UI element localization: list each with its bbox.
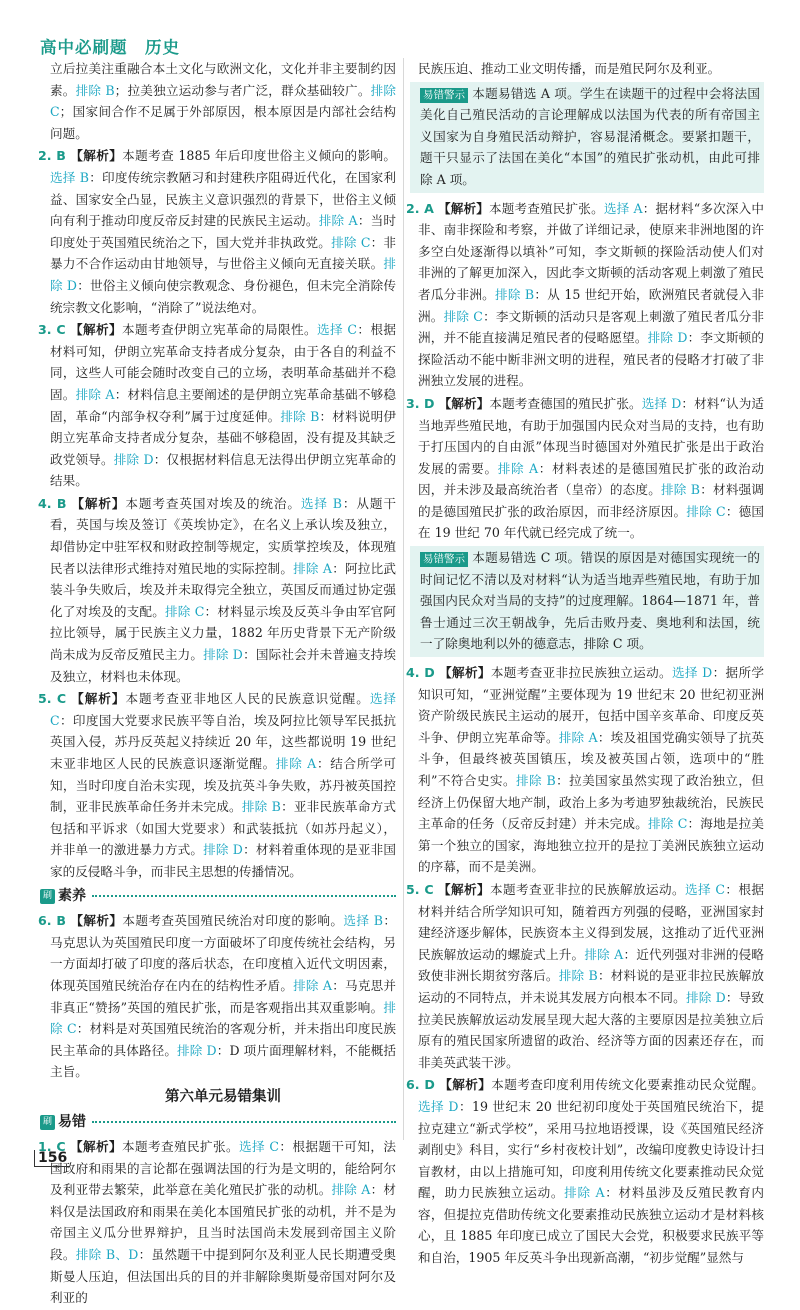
choice-label: 排除 C: [50, 82, 397, 120]
choice-label: 选择 D: [641, 395, 682, 411]
warning-tag: 易错警示: [420, 552, 468, 567]
choice-label: 排除 B: [280, 408, 320, 424]
choice-label: 排除 D: [647, 330, 688, 346]
text-run: ：国际社会并未普遍支持埃及独立，材料也未体现。: [50, 647, 397, 684]
choice-label: 排除 A: [584, 946, 624, 962]
text-run: ：材料表述的是德国殖民扩张的政治动因，并未涉及最高统治者（皇帝）的态度。: [418, 460, 765, 498]
error-warning-box: [410, 546, 764, 657]
choice-label: 排除 A: [497, 460, 539, 476]
choice-label: 排除 A: [75, 386, 115, 402]
choice-label: 选择 A: [603, 200, 643, 216]
choice-label: 排除 A: [318, 213, 358, 229]
answer-e4: [406, 662, 765, 878]
section-title: 易错: [58, 1113, 86, 1130]
brush-icon: 刷: [40, 1115, 55, 1130]
text-run: 本题考查伊朗立宪革命的局限性。: [122, 322, 317, 338]
choice-label: 选择 B: [343, 913, 384, 929]
text-run: ：结合所学可知，当时印度自治未实现，埃及抗英斗争失败，苏丹被英国控制，亚非民族革命任务并未完成。: [50, 756, 397, 815]
text-run: ：李文斯顿的活动只是客观上刺激了殖民者瓜分非洲，并不能直接满足殖民者的侵略愿望。: [418, 308, 765, 346]
choice-label: 排除 A: [293, 560, 333, 576]
text-run: ：材料强调的是德国殖民扩张的政治原因，而非经济原因。: [418, 482, 765, 519]
analysis-label: 【解析】: [438, 395, 490, 411]
answer-text: [418, 882, 764, 1070]
answer-text: [50, 322, 396, 488]
answer-text: [418, 201, 764, 389]
text-run: ：虽然题干中提到阿尔及利亚人民长期遭受奥斯曼人压迫，但法国出兵的目的并非解除奥斯曼帝国对阿尔及利亚的: [50, 1247, 397, 1306]
analysis-label: 【解析】: [70, 1139, 122, 1155]
choice-label: 选择 D: [418, 1098, 459, 1114]
choice-label: 排除 A: [558, 729, 598, 745]
analysis-label: 【解析】: [438, 200, 490, 216]
text-run: 本题考查亚非地区人民的民族意识觉醒。: [125, 691, 370, 707]
choice-label: 排除 B: [241, 799, 281, 815]
column-divider: [403, 58, 404, 1140]
text-run: ：从题干看，英国与埃及签订《英埃协定》，在名义上承认埃及独立，却借协定中驻军权和财政控制等规定，实质掌控埃及，体现殖民者以法律形式维持对殖民地的实际控制。: [50, 495, 397, 576]
analysis-label: 【解析】: [70, 322, 122, 338]
text-run: ：海地是拉美第一个独立的国家，海地独立拉开的是拉丁美洲民族独立运动的序幕，而不是美洲。: [418, 816, 765, 875]
analysis-label: 【解析】: [439, 665, 491, 681]
page-number: 156: [34, 1150, 70, 1167]
text-run: ：阿拉比武装斗争失败后，埃及并未取得完全独立，英国反而通过协定强化了对埃及的支配。: [50, 560, 397, 619]
choice-label: 排除 B: [661, 482, 701, 498]
question-number: 5. C: [406, 881, 434, 897]
text-run: 本题考查殖民扩张。: [122, 1139, 239, 1155]
text-run: ：非暴力不合作运动由甘地领导，与世俗主义倾向无直接关联。: [50, 234, 397, 272]
choice-label: 选择 D: [671, 665, 713, 681]
choice-label: 选择 C: [684, 881, 726, 897]
text-run: ：据所学知识可知，“亚洲觉醒”主要体现为 19 世纪末 20 世纪初亚洲资产阶级民族民主运动的展开，包括中国辛亥革命、印度反英斗争、伊朗立宪革命等。: [418, 665, 765, 745]
text-run: ：导致拉美民族解放运动发展呈现大起大落的主要原因是拉美独立后原有的殖民国家所遗留的政治、经济等方面的因素还存在，而非美英武装干涉。: [418, 989, 765, 1070]
text-run: ：材料仅是法国政府和雨果在美化本国殖民扩张的动机，并不是为帝国主义瓜分世界辩护，且当时法国尚未发展到帝国主义阶段。: [50, 1182, 397, 1263]
left-column: [38, 58, 397, 1310]
section-title: 素养: [58, 887, 86, 904]
warning-text: 本题易错选 A 项。学生在读题干的过程中会将法国美化自己殖民活动的言论理解成以法国为代表的所有帝国主义国家为自身殖民活动辩护，容易混淆概念。要紧扣题干，题干只显示了法国在美化“本国”的殖民扩张动机，由此可排除 A 项。: [420, 85, 760, 187]
text-run: ；拉美独立运动参与者广泛，群众基础较广。: [114, 82, 371, 98]
text-run: 本题考查印度利用传统文化要素推动民众觉醒。: [491, 1077, 765, 1093]
text-run: ：马克思认为英国殖民印度一方面破坏了印度传统社会结构，另一方面却打破了印度的落后状态，在印度植入近代文明因素，体现英国殖民统治存在内在的结构性矛盾。: [50, 913, 397, 993]
answer-e1: [38, 1136, 397, 1309]
analysis-label: 【解析】: [439, 1077, 492, 1093]
choice-label: 排除 B: [558, 968, 598, 984]
answer-e2: [406, 198, 765, 392]
unit-title: 第六单元易错集训: [165, 1088, 281, 1105]
text-run: ：近代列强对非洲的侵略致使非洲长期贫穷落后。: [418, 946, 765, 984]
answer-text: [50, 913, 396, 1079]
text-run: 本题考查英国对埃及的统治。: [125, 495, 301, 511]
text-run: 本题考查英国殖民统治对印度的影响。: [122, 913, 344, 929]
answer-text: [418, 1077, 764, 1265]
choice-label: 选择 B: [300, 495, 343, 511]
answer-text: [50, 691, 396, 879]
choice-label: 排除 C: [686, 503, 726, 519]
question-number: 1. C: [38, 1139, 66, 1155]
page-header-title: 高中必刷题 历史: [40, 38, 180, 57]
question-number: 2. A: [406, 200, 434, 216]
text-run: ：根据材料可知，伊朗立宪革命支持者成分复杂，由于各自的利益不同，这些人可能会随时改变自己的立场，表明革命基础并不稳固。: [50, 322, 397, 402]
text-run: ：材料说明伊朗立宪革命支持者成分复杂，基础不够稳固，没有提及其缺乏政党领导。: [50, 408, 396, 467]
answer-q2: [38, 145, 397, 318]
choice-label: 选择 C: [316, 322, 358, 338]
right-column: [406, 58, 765, 1270]
analysis-label: 【解析】: [70, 913, 123, 929]
choice-label: 排除 D: [203, 842, 243, 858]
text-run: 立后拉美注重融合本土文化与欧洲文化，文化并非主要制约因素。: [50, 61, 396, 98]
choice-label: 选择 B: [50, 169, 90, 185]
choice-label: 排除 B: [515, 773, 556, 788]
answer-text: [50, 1139, 396, 1305]
choice-label: 排除 A: [564, 1185, 605, 1201]
text-run: ：马克思并非真正“赞扬”英国的殖民扩张，而是客观指出其双重影响。: [50, 977, 397, 1015]
analysis-label: 【解析】: [71, 495, 126, 511]
text-run: ：当时印度处于英国殖民统治之下，国大党并非执政党。: [50, 213, 397, 250]
warning-text: 本题易错选 C 项。错误的原因是对德国实现统一的时间记忆不清以及对材料“认为适当地弄些殖民地，有助于加强国内民众对当局的支持”的过度理解。1864—1871 年，普鲁士通过三次王朝战争，先后击败丹麦、奥地利和法国，统一了除奥地利以外的德意志，排除 C 项。: [420, 550, 760, 652]
text-run: ：仅根据材料信息无法得出伊朗立宪革命的结果。: [50, 451, 397, 489]
answer-continuation: [418, 58, 764, 80]
question-number: 3. D: [406, 395, 435, 411]
text-run: ：亚非民族革命方式包括和平诉求（如国大党要求）和武装抵抗（如苏丹起义），并非单一的激进暴力方式。: [50, 799, 397, 858]
choice-label: 排除 D: [177, 1042, 217, 1058]
question-number: 4. B: [38, 495, 67, 511]
text-run: 本题考查德国的殖民扩张。: [489, 395, 642, 411]
text-run: 本题考查亚非拉民族独立运动。: [490, 665, 672, 681]
text-run: ：根据题干可知，法国政府和雨果的言论都在强调法国的行为是文明的，能给阿尔及利亚带去繁荣，此举意在美化殖民扩张的动机。: [50, 1139, 397, 1198]
question-number: 2. B: [38, 148, 66, 164]
answer-text: [50, 496, 396, 684]
choice-label: 排除 B、D: [75, 1247, 139, 1263]
question-number: 4. D: [406, 665, 435, 681]
text-run: ；国家间合作不足属于外部原因，根本原因是内部社会结构问题。: [50, 104, 396, 141]
text-run: ：德国在 19 世纪 70 年代就已经完成了统一。: [418, 503, 765, 541]
question-number: 6. B: [38, 913, 66, 929]
text-run: ：材料信息主要阐述的是伊朗立宪革命基础不够稳固，革命“内部争权夺利”属于过度延伸。: [50, 386, 397, 424]
text-run: ：据材料“多次深入中非、南非探险和考察，并做了详细记录，使原来非洲地图的许多空白处逐渐得以填补”可知，李文斯顿的探险活动使人们对非洲的了解更加深入，因此李文斯顿的活动客观上刺激了殖民者瓜分非洲。: [418, 200, 764, 302]
choice-label: 排除 B: [75, 82, 115, 98]
answer-e3: [406, 393, 765, 544]
dotted-divider: [92, 895, 396, 897]
text-run: ：世俗主义倾向使宗教观念、身份褪色，但未完全消除传统宗教文化影响，“消除了”说法绝对。: [50, 277, 396, 315]
analysis-label: 【解析】: [438, 881, 490, 897]
choice-label: 排除 C: [164, 603, 205, 619]
answer-q3: [38, 319, 397, 492]
text-run: ：材料是对英国殖民统治的客观分析，并未指出印度民族民主革命的具体路径。: [50, 1021, 397, 1058]
choice-label: 排除 D: [50, 256, 396, 293]
text-run: ：19 世纪末 20 世纪初印度处于英国殖民统治下，提拉克建立“新式学校”，采用马拉地语授课，设《英国殖民经济剥削史》科目，实行“乡村夜校计划”，改编印度教史诗设计扫盲教材，由以上措施可知，印度利用传统文化要素推动民众觉醒，助力民族独立运动。: [418, 1098, 764, 1201]
brush-icon: 刷: [40, 889, 55, 904]
text-run: ：印度传统宗教陋习和封建秩序阻碍近代化，在国家利益、国家安全凸显，民族主义意识强烈的背景下，世俗主义倾向有利于推动印度反帝反封建的民族民主运动。: [50, 169, 397, 229]
choice-label: 排除 A: [331, 1182, 371, 1198]
choice-label: 排除 D: [203, 647, 243, 663]
answer-continuation: [50, 58, 396, 144]
text-run: ：材料着重体现的是亚非国家的反侵略斗争，而非民主思想的传播情况。: [50, 842, 397, 879]
section-header-yicuo: [40, 1112, 396, 1134]
choice-label: 排除 A: [293, 977, 333, 993]
answer-e5: [406, 879, 765, 1073]
text-run: ：材料“认为适当地弄些殖民地，有助于加强国内民众对当局的支持，也有助于打压国内的自由派”体现当时德国对外殖民扩张是出于政治发展的需要。: [418, 395, 765, 476]
text-run: ：埃及祖国党确实领导了抗英斗争，但最终被英国镇压，埃及被英国占领，选项中的“胜利”不符合史实。: [418, 729, 765, 788]
choice-label: 排除 C: [50, 999, 396, 1037]
dotted-divider: [92, 1121, 396, 1123]
text-run: ：李文斯顿的探险活动不能中断非洲文明的进程，殖民者的侵略才打破了非洲独立发展的进程。: [418, 330, 765, 389]
answer-q4: [38, 493, 397, 687]
text-run: ：根据材料并结合所学知识可知，随着西方列强的侵略，亚洲国家封建经济逐步解体，民族资本主义得到发展，这推动了近代亚洲民族解放运动的螺旋式上升。: [418, 881, 765, 962]
answer-q6: [38, 910, 397, 1083]
text-run: 本题考查 1885 年后印度世俗主义倾向的影响。: [122, 148, 397, 164]
choice-label: 排除 B: [495, 286, 535, 302]
section-header-suyang: [40, 886, 396, 908]
text-run: ：材料说的是亚非拉民族解放运动的不同特点，并未说其发展方向根本不同。: [418, 968, 765, 1005]
text-run: 本题考查亚非拉的民族解放运动。: [490, 881, 685, 897]
choice-label: 排除 C: [647, 816, 688, 832]
answer-e6: [406, 1074, 765, 1268]
error-warning-box: [410, 82, 764, 193]
answer-text: [50, 148, 396, 314]
text-run: ：材料显示埃及反英斗争由军官阿拉比领导，属于民族主义力量，1882 年历史背景下无产阶级尚未成为反帝反殖民主力。: [50, 603, 397, 663]
text-run: 本题考查殖民扩张。: [489, 200, 604, 216]
choice-label: 排除 A: [275, 756, 317, 771]
question-number: 5. C: [38, 691, 67, 707]
choice-label: 排除 D: [685, 989, 726, 1005]
analysis-label: 【解析】: [71, 691, 126, 707]
text-run: ：印度国大党要求民族平等自治，埃及阿拉比领导军民抵抗英国入侵，苏丹反英起义持续近 20 年，这些都说明 19 世纪末亚非地区人民的民族意识逐渐觉醒。: [50, 712, 396, 771]
text-run: ：拉美国家虽然实现了政治独立，但经济上仍保留大地产制，政治上多为考迪罗独裁统治，民族民主革命的任务（反帝反封建）并未完成。: [418, 773, 764, 832]
warning-tag: 易错警示: [420, 88, 468, 103]
choice-label: 排除 C: [331, 234, 371, 250]
text-run: ：D 项片面理解材料，不能概括主旨。: [50, 1042, 396, 1080]
question-number: 6. D: [406, 1077, 435, 1093]
analysis-label: 【解析】: [70, 148, 123, 164]
text-run: 民族压迫、推动工业文明传播，而是殖民阿尔及利亚。: [418, 61, 721, 76]
choice-label: 排除 C: [443, 308, 483, 324]
choice-label: 选择 C: [238, 1139, 280, 1155]
text-run: ：从 15 世纪开始，欧洲殖民者就侵入非洲。: [418, 286, 764, 324]
answer-text: [418, 665, 764, 874]
text-run: ：材料虽涉及反殖民教育内容，但提拉克借助传统文化要素推动民族独立运动才是材料核心，且 1885 年印度已成立了国民大会党，积极要求民族平等和自治，1905 年反英斗争出现新高潮，“初步觉醒”显然与: [418, 1185, 765, 1266]
choice-label: 排除 D: [113, 451, 154, 467]
answer-q5: [38, 688, 397, 882]
choice-label: 选择 C: [50, 691, 397, 728]
answer-text: [418, 396, 764, 541]
question-number: 3. C: [38, 322, 66, 338]
